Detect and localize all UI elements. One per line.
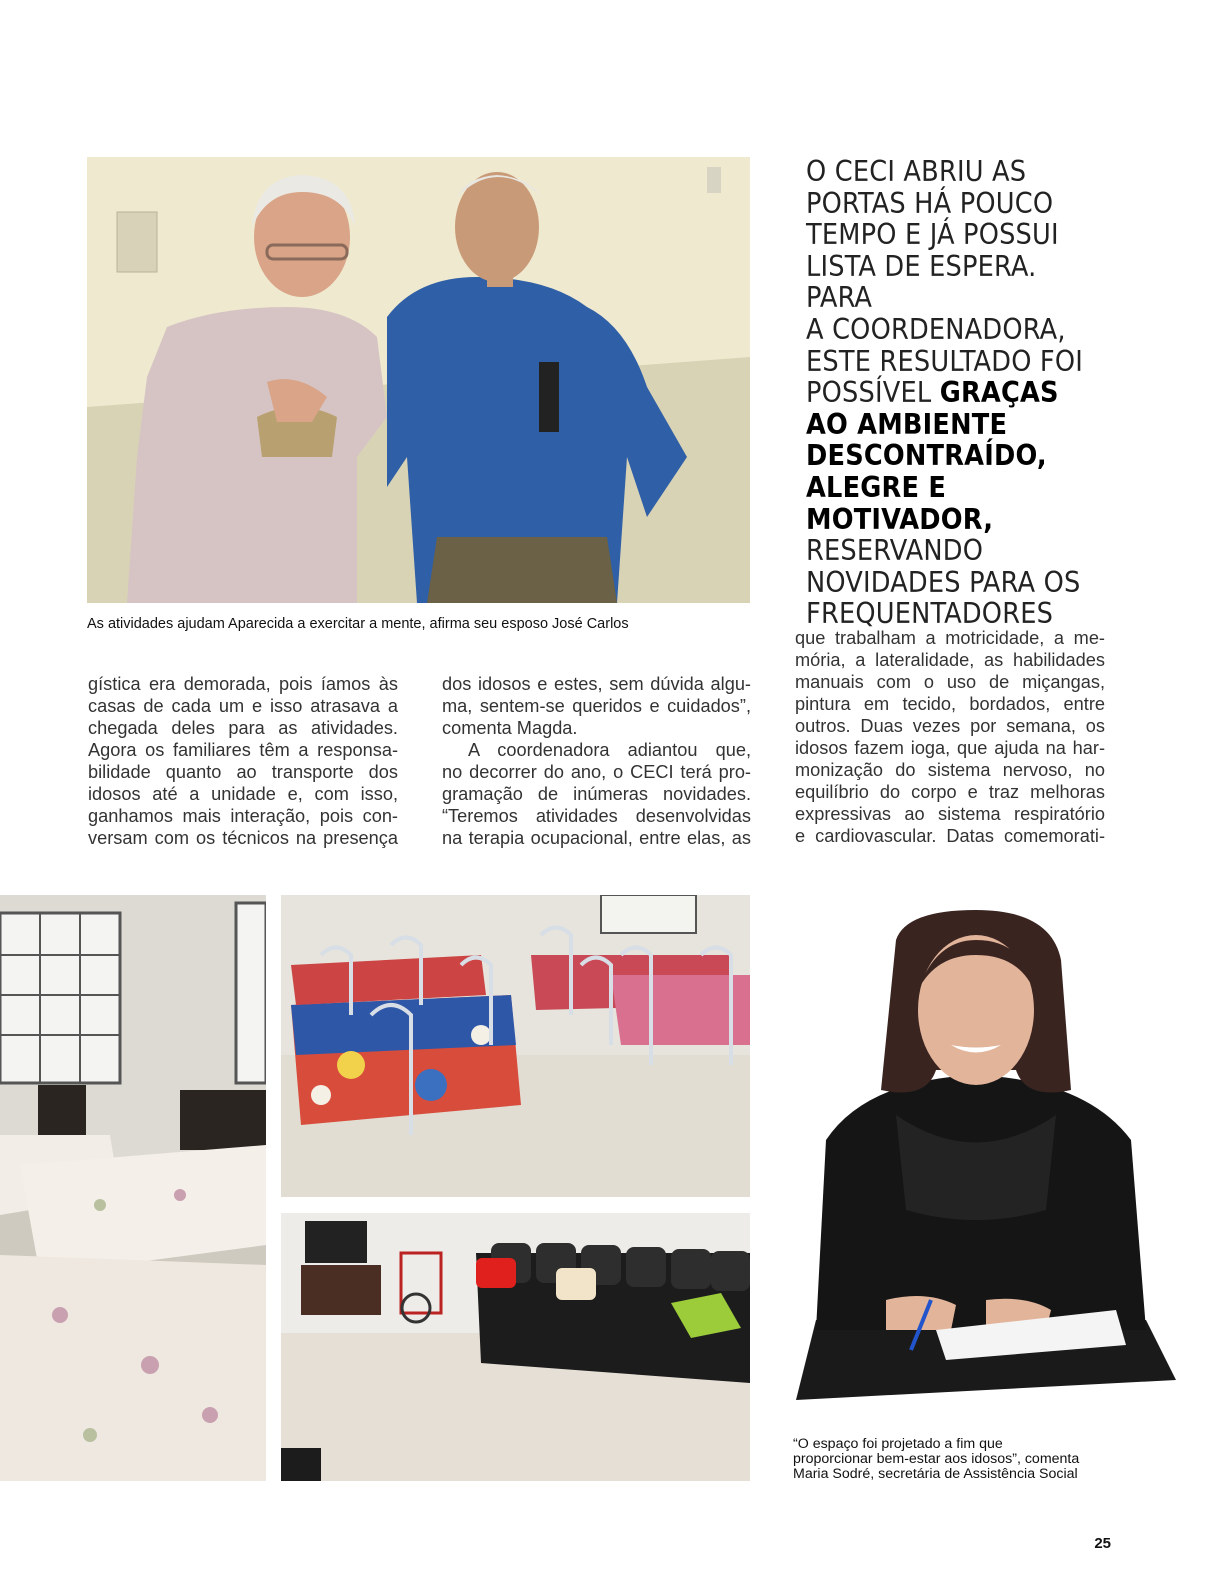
pull-quote-line: TEMPO E JÁ POSSUI — [806, 218, 1059, 252]
text-line: e cardiovascular. Datas comemorati- — [795, 826, 1105, 846]
text-line: manuais com o uso de miçangas, — [795, 672, 1105, 692]
text-line: versam com os técnicos na presença — [88, 828, 398, 848]
text-line: gística era demorada, pois íamos às — [88, 674, 398, 694]
pull-quote-bold-line: DESCONTRAÍDO, — [806, 439, 1047, 473]
text-line: “Teremos atividades desenvolvidas — [442, 806, 751, 826]
bedroom-photo — [0, 895, 266, 1481]
pull-quote-bold: GRAÇAS — [939, 376, 1059, 410]
text-line: equilíbrio do corpo e traz melhoras — [795, 782, 1105, 802]
text-line: comenta Magda. — [442, 718, 578, 738]
pull-quote-bold-line: MOTIVADOR, — [806, 502, 994, 536]
pull-quote-line: O CECI ABRIU AS — [806, 155, 1027, 188]
text-line: idosos até a unidade e, com isso, — [88, 784, 398, 804]
text-line: Agora os familiares têm a responsa- — [88, 740, 398, 760]
dining-room-photo — [281, 895, 750, 1197]
text-line: no decorrer do ano, o CECI terá pro- — [442, 762, 751, 782]
living-room-photo — [281, 1213, 750, 1481]
text-line: dos idosos e estes, sem dúvida algu- — [442, 674, 751, 694]
page-number: 25 — [1094, 1535, 1111, 1552]
pull-quote-line — [806, 377, 1106, 409]
pull-quote-line: NOVIDADES PARA OS — [806, 565, 1081, 599]
pull-quote-bold-line: AO AMBIENTE — [806, 407, 1008, 441]
text-line: pintura em tecido, bordados, entre — [795, 694, 1105, 714]
caption-line: “O espaço foi projetado a fim que — [793, 1436, 1003, 1452]
photo-caption: As atividades ajudam Aparecida a exercitar a mente, afirma seu esposo José Carlos — [87, 616, 629, 632]
text-line: gramação de inúmeras novidades. — [442, 784, 751, 804]
caption-line: Maria Sodré, secretária de Assistência Social — [793, 1466, 1078, 1482]
pull-quote-line: FREQUENTADORES — [806, 597, 1054, 631]
text-line: outros. Duas vezes por semana, os — [795, 716, 1105, 736]
pull-quote-line: ESTE RESULTADO FOI — [806, 344, 1084, 378]
couple-photo — [87, 157, 750, 603]
text-line: mória, a lateralidade, as habilidades — [795, 650, 1105, 670]
text-line: bilidade quanto ao transporte dos — [88, 762, 398, 782]
text-line: ma, sentem-se queridos e cuidados”, — [442, 696, 751, 716]
text-line: idosos fazem ioga, que ajuda na har- — [795, 738, 1105, 758]
pull-quote — [806, 156, 1106, 630]
text-line: chegada deles para as atividades. — [88, 718, 398, 738]
portrait-caption — [793, 1437, 1079, 1482]
text-line: que trabalham a motricidade, a me- — [795, 628, 1105, 648]
pull-quote-line: RESERVANDO — [806, 534, 984, 568]
text-line: casas de cada um e isso atrasava a — [88, 696, 398, 716]
pull-quote-lead-in: POSSÍVEL — [806, 376, 940, 410]
text-line: ganhamos mais interação, pois con- — [88, 806, 398, 826]
text-line: expressivas ao sistema respiratório — [795, 804, 1105, 824]
article-column-1 — [88, 673, 398, 849]
portrait-photo — [786, 900, 1176, 1420]
text-line: na terapia ocupacional, entre elas, as — [442, 828, 751, 848]
pull-quote-bold-line: ALEGRE E — [806, 470, 947, 504]
caption-line: proporcionar bem-estar aos idosos”, comenta — [793, 1451, 1080, 1467]
pull-quote-line: A COORDENADORA, — [806, 312, 1066, 346]
text-line: A coordenadora adiantou que, — [468, 740, 751, 760]
article-column-2 — [442, 673, 751, 849]
article-column-3 — [795, 627, 1105, 847]
text-line: monização do sistema nervoso, no — [795, 760, 1105, 780]
pull-quote-line: LISTA DE ESPERA. PARA — [806, 249, 1037, 315]
pull-quote-line: PORTAS HÁ POUCO — [806, 186, 1054, 220]
